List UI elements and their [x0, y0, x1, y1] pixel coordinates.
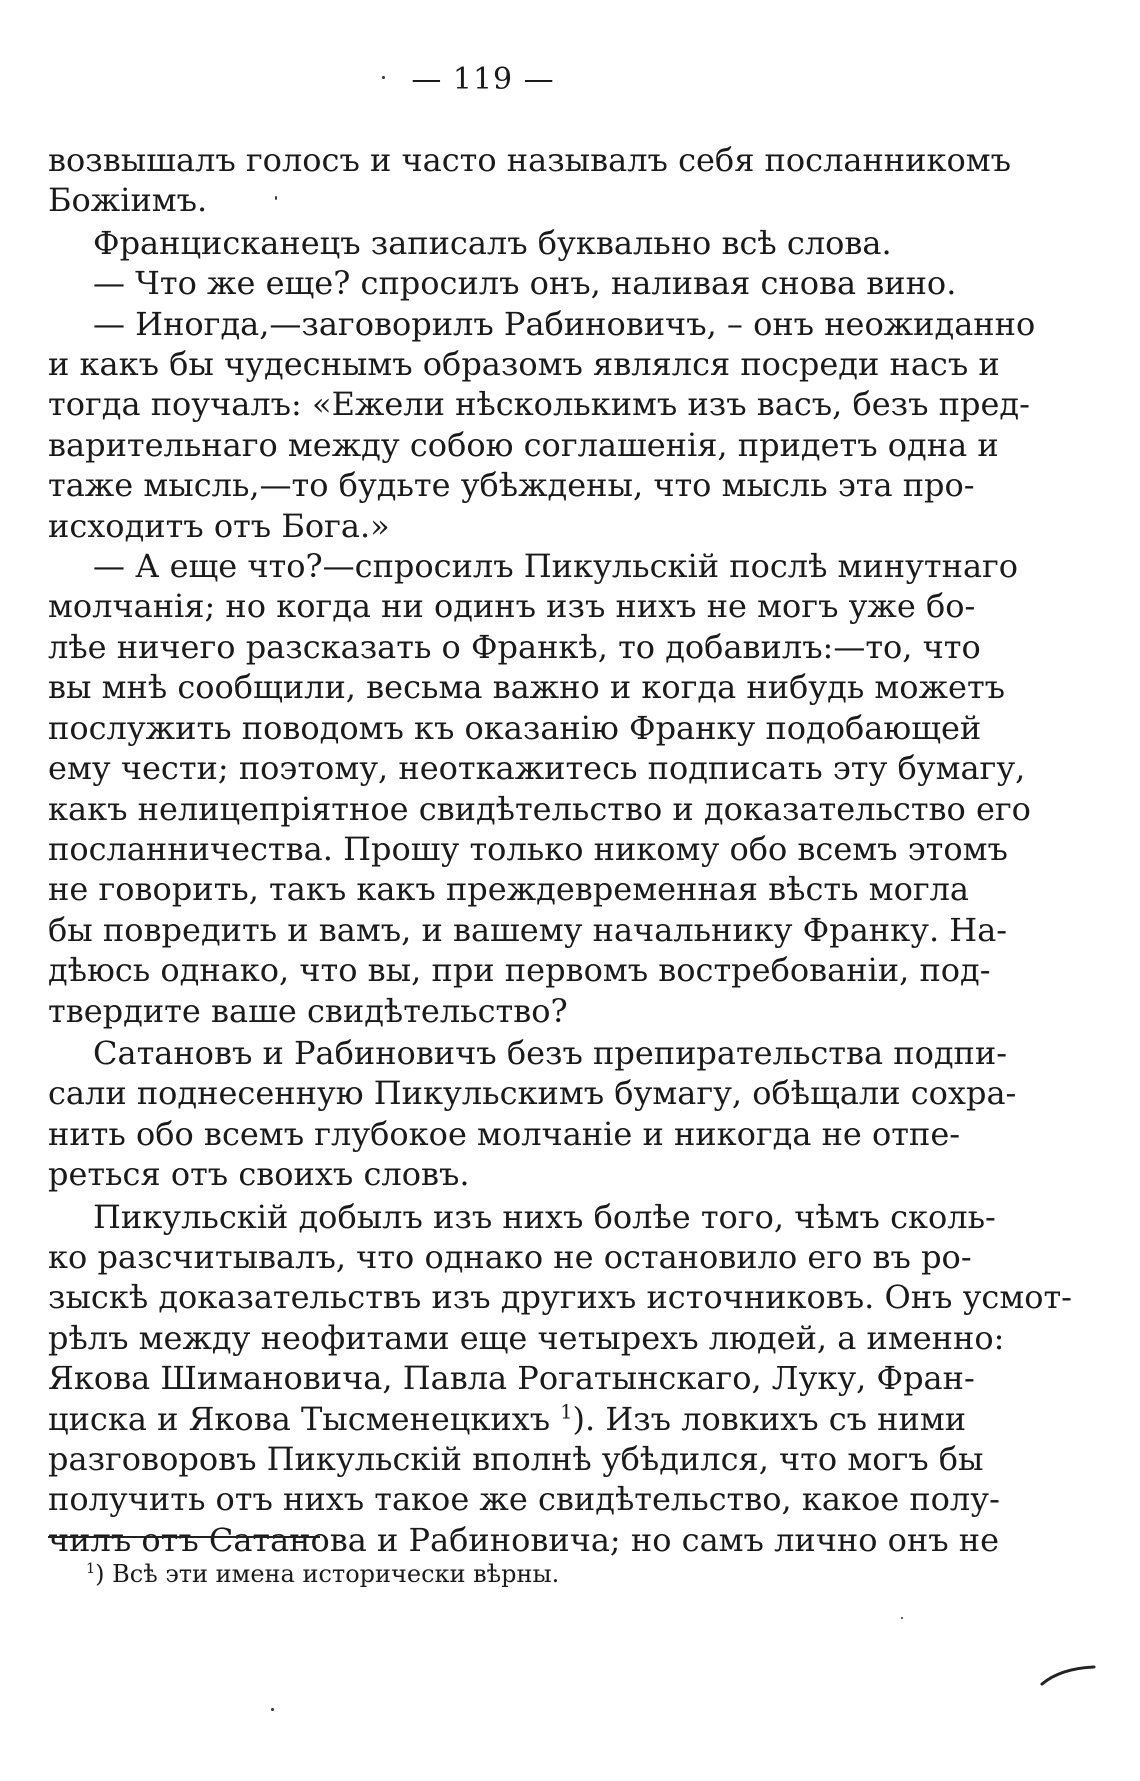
text-line: — Иногда,—заговорилъ Рабиновичъ, – онъ неожиданно	[93, 304, 1036, 343]
text-line: лѣе ничего разсказать о Франкѣ, то добавилъ:—то, что	[48, 627, 981, 666]
scan-speck	[382, 76, 385, 79]
text-line: зыскѣ доказательствъ изъ другихъ источниковъ. Онъ усмот-	[48, 1278, 1072, 1317]
text-line: реться отъ своихъ словъ.	[48, 1155, 470, 1194]
text-line: посланничества. Прошу только никому обо всемъ этомъ	[48, 829, 1008, 868]
text-line: получить отъ нихъ такое же свидѣтельство, какое полу-	[48, 1480, 1000, 1519]
text-fragment: ). Изъ ловкихъ съ ними	[572, 1399, 967, 1438]
text-line: Францисканецъ записалъ буквально всѣ слова.	[93, 223, 892, 262]
body-text	[48, 140, 1072, 1560]
text-line: — Что же еще? спросилъ онъ, наливая снова вино.	[93, 264, 957, 303]
text-fragment: циска и Якова Тысменецкихъ	[48, 1399, 551, 1438]
text-line: какъ нелицепріятное свидѣтельство и доказательство его	[48, 789, 1031, 828]
text-line: Пикульскій добылъ изъ нихъ болѣе того, чѣмъ сколь-	[93, 1197, 996, 1236]
text-line: возвышалъ голосъ и часто называлъ себя посланникомъ	[48, 141, 1011, 179]
text-line: вы мнѣ сообщили, весьма важно и когда нибудь можетъ	[48, 668, 1005, 707]
text-line: исходитъ отъ Бога.»	[48, 506, 390, 545]
scan-speck	[271, 1708, 274, 1711]
text-line: ко разсчитывалъ, что однако не остановило его въ ро-	[48, 1237, 972, 1276]
scan-speck	[275, 196, 277, 200]
text-line: послужить поводомъ къ оказанію Франку подобающей	[48, 708, 982, 747]
text-line: Божіимъ.	[48, 181, 208, 220]
text-line: Сатановъ и Рабиновичъ безъ препирательства подпи-	[93, 1033, 1008, 1072]
text-line: нить обо всемъ глубокое молчаніе и никогда не отпе-	[48, 1114, 961, 1153]
paragraph-2	[48, 223, 892, 263]
paragraph-4	[48, 304, 1036, 546]
text-line: Якова Шимановича, Павла Рогатынскаго, Луку, Фран-	[48, 1359, 975, 1398]
footnote-marker: 1	[86, 1561, 96, 1577]
text-line: таже мысль,—то будьте убѣждены, что мысль эта про-	[48, 466, 975, 505]
text-line: тогда поучалъ: «Ежели нѣсколькимъ изъ васъ, безъ пред-	[48, 385, 1030, 424]
footnote	[86, 1558, 559, 1590]
text-line: сали поднесенную Пикульскимъ бумагу, обѣщали сохра-	[48, 1074, 1017, 1113]
scan-mark	[1040, 1664, 1096, 1686]
paragraph-3	[48, 263, 957, 303]
text-line: ему чести; поэтому, неоткажитесь подписать эту бумагу,	[48, 749, 1026, 788]
text-line: твердите ваше свидѣтельство?	[48, 991, 568, 1030]
paragraph-6	[48, 1033, 1017, 1195]
text-line: варительнаго между собою соглашенія, придетъ одна и	[48, 425, 999, 464]
footnote-text: ) Всѣ эти имена исторически вѣрны.	[95, 1560, 560, 1588]
text-line: чилъ отъ Сатанова и Рабиновича; но самъ лично онъ не	[48, 1520, 1000, 1559]
text-line: не говорить, такъ какъ преждевременная вѣсть могла	[48, 870, 969, 909]
footnote-divider	[48, 1536, 320, 1538]
text-line: дѣюсь однако, что вы, при первомъ востребованіи, под-	[48, 951, 991, 990]
paragraph-1	[48, 140, 1011, 221]
text-line: и какъ бы чудеснымъ образомъ являлся посреди насъ и	[48, 345, 1000, 384]
text-line-with-footnote-ref	[48, 1399, 967, 1439]
text-line: рѣлъ между неофитами еще четырехъ людей, а именно:	[48, 1318, 1005, 1357]
paragraph-5	[48, 546, 1031, 1031]
text-line: — А еще что?—спросилъ Пикульскій послѣ минутнаго	[93, 547, 1019, 586]
text-line: бы повредить и вамъ, и вашему начальнику Франку. На-	[48, 910, 1008, 949]
text-line: разговоровъ Пикульскій вполнѣ убѣдился, что могъ бы	[48, 1440, 984, 1478]
book-page	[48, 60, 1072, 1760]
page-number: — 119 —	[411, 62, 555, 97]
scan-speck	[901, 1617, 903, 1619]
paragraph-7	[48, 1197, 1072, 1561]
text-line: молчанія; но когда ни одинъ изъ нихъ не могъ уже бо-	[48, 587, 976, 626]
footnote-reference: 1	[560, 1399, 573, 1423]
